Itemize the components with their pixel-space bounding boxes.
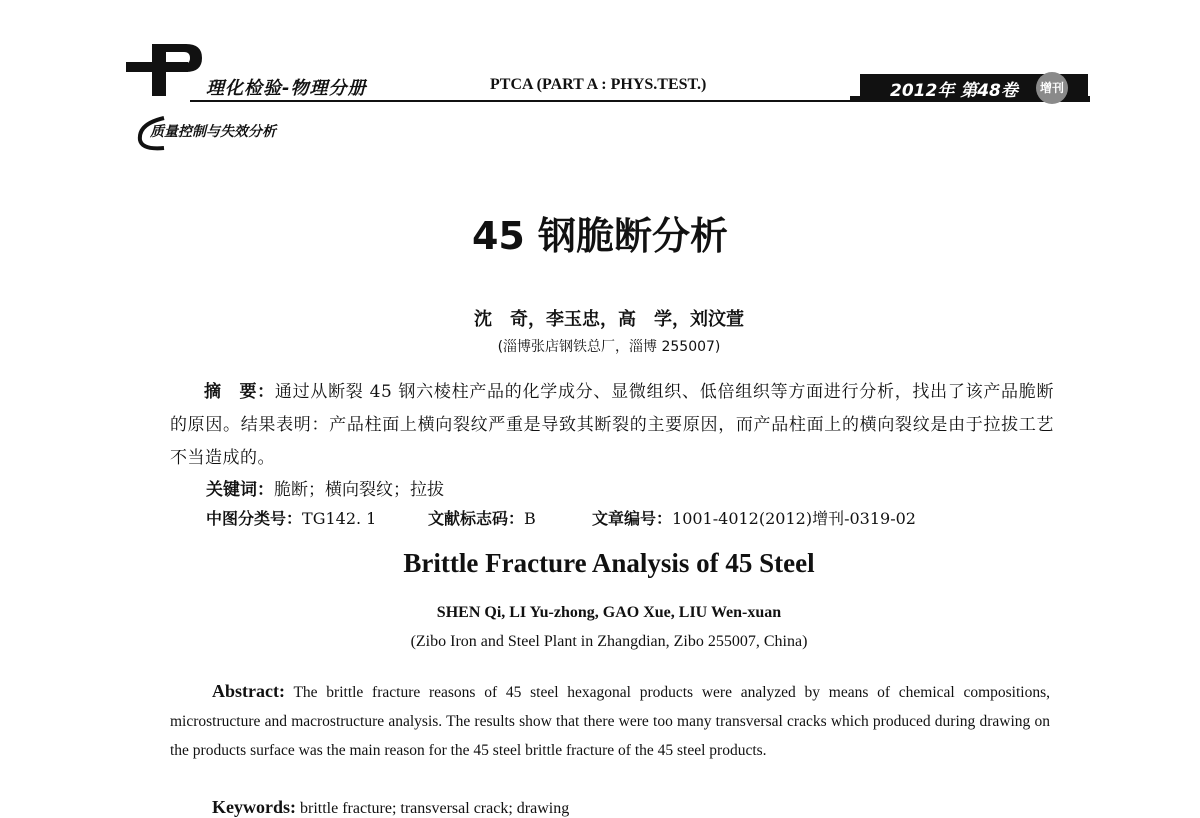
article-number-label: 文章编号：: [592, 509, 673, 528]
document-code: [428, 506, 536, 529]
clc-number: [206, 506, 376, 529]
paper-title-en: Brittle Fracture Analysis of 45 Steel: [403, 548, 815, 578]
authors-cn: 沈 奇，李玉忠，高 学，刘汶萱: [474, 309, 744, 330]
journal-name-cn: 理化检验-物理分册: [206, 78, 367, 99]
section-label: 质量控制与失效分析: [150, 124, 276, 140]
abstract-en-label: Abstract:: [212, 681, 285, 701]
keywords-en-text: brittle fracture; transversal crack; drawing: [296, 800, 570, 817]
affiliation-en: (Zibo Iron and Steel Plant in Zhangdian, Zibo 255007, China): [410, 633, 808, 650]
issue-label: 2012年 第48卷: [890, 81, 1018, 101]
clc-value: TG142. 1: [302, 509, 377, 528]
article-number-value: 1001-4012(2012)增刊-0319-02: [672, 509, 916, 528]
paper-title-cn: 45 钢脆断分析: [471, 214, 729, 258]
keywords-en-label: Keywords:: [212, 797, 296, 817]
document-code-value: B: [524, 509, 536, 528]
abstract-cn: [170, 376, 1054, 475]
journal-logo-icon: [126, 40, 206, 100]
clc-label: 中图分类号：: [206, 509, 303, 528]
journal-name-en: PTCA (PART A : PHYS.TEST.): [490, 76, 707, 93]
article-number: [592, 506, 916, 529]
abstract-cn-label: 摘 要：: [204, 382, 275, 402]
authors-en: SHEN Qi, LI Yu-zhong, GAO Xue, LIU Wen-xuan: [436, 604, 782, 621]
keywords-cn-label: 关键词：: [206, 480, 274, 500]
abstract-cn-text: 通过从断裂 45 钢六棱柱产品的化学成分、显微组织、低倍组织等方面进行分析，找出了该产品脆断的原因。结果表明：产品柱面上横向裂纹严重是导致其断裂的主要原因，而产品柱面上的横向裂纹是由于拉拔工艺不当造成的。: [170, 382, 1055, 468]
supplement-badge: 增刊: [1036, 72, 1068, 104]
abstract-en: [170, 677, 1050, 765]
abstract-en-text: The brittle fracture reasons of 45 steel hexagonal products were analyzed by means of chemical compositions, microstructure and macrostructure analysis. The results show that there were too many transversal cracks which produced during drawing on the products surface was the main reason for the 45 steel brittle fracture of the 45 steel products.: [170, 684, 1050, 759]
keywords-cn-text: 脆断；横向裂纹；拉拔: [274, 480, 444, 500]
document-code-label: 文献标志码：: [428, 509, 525, 528]
affiliation-cn: (淄博张店钢铁总厂，淄博 255007): [497, 339, 721, 355]
keywords-cn: [206, 475, 444, 500]
